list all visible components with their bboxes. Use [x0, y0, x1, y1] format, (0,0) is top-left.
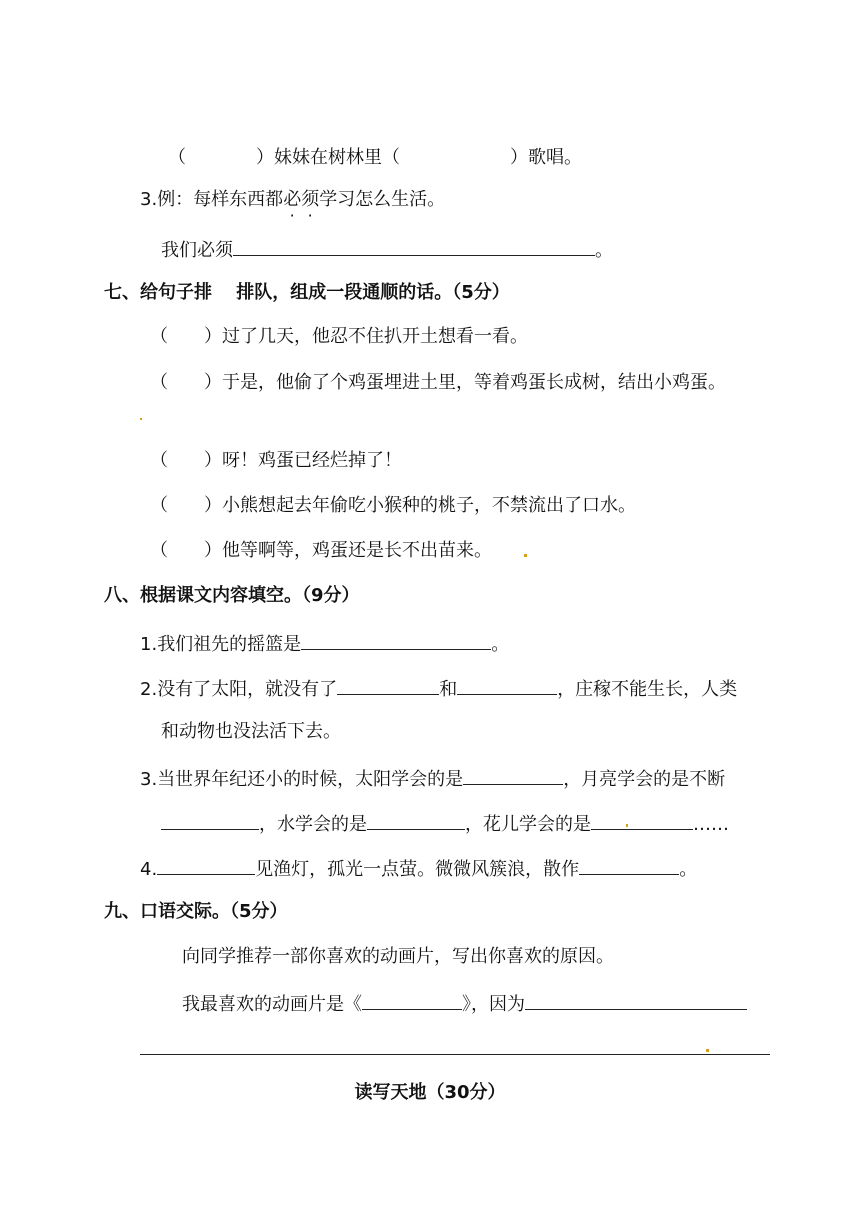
ellipsis: …… [693, 814, 729, 835]
sentence-item [150, 370, 726, 396]
question-3 [140, 764, 725, 793]
question-text: ，水学会的是 [259, 814, 367, 835]
sentence-text: 呀！鸡蛋已经烂掉了！ [222, 450, 402, 471]
sister-text: ）妹妹在树林里（ [256, 147, 400, 168]
cartoon-name-blank[interactable] [362, 989, 462, 1010]
paren-open: （ [168, 147, 186, 168]
blank[interactable] [233, 235, 595, 256]
answer-end: 。 [595, 240, 613, 261]
sentence-item [150, 448, 402, 474]
order-paren[interactable]: （ ） [150, 372, 222, 393]
question-text: 我们祖先的摇篮是 [157, 634, 302, 655]
blank[interactable] [579, 854, 679, 875]
question-4 [140, 854, 697, 883]
blank[interactable] [400, 143, 510, 163]
question-2-continued: 和动物也没法活下去。 [161, 721, 341, 742]
dotted-char: 必 [283, 189, 302, 210]
answer-text: 》，因为 [462, 994, 525, 1015]
print-speck [524, 554, 527, 557]
blank[interactable] [157, 854, 255, 875]
question-text: 见渔灯，孤光一点萤。微微风簇浪，散作 [255, 859, 580, 880]
order-paren[interactable]: （ ） [150, 495, 222, 516]
example-label: 例： [157, 189, 194, 210]
example-text: 每样东西都 [193, 189, 284, 210]
fill-line-sister [168, 143, 582, 171]
sentence-item [150, 493, 636, 519]
question-text: 当世界年纪还小的时候，太阳学会的是 [157, 769, 464, 790]
blank[interactable] [186, 143, 256, 163]
read-write-title: 读写天地（30分） [354, 1082, 506, 1103]
dotted-char: 须 [301, 189, 320, 210]
blank[interactable] [463, 764, 563, 785]
question-text: ，庄稼不能生长，人类 [557, 679, 738, 700]
print-speck [626, 824, 628, 827]
print-speck [140, 418, 142, 420]
reason-blank-line[interactable] [140, 1034, 770, 1055]
blank[interactable] [367, 809, 465, 830]
question-text: ，花儿学会的是 [465, 814, 591, 835]
answer-start: 我们必须 [161, 240, 233, 261]
blank[interactable] [337, 674, 439, 695]
reason-blank[interactable] [525, 989, 747, 1010]
sing-text: ）歌唱。 [510, 147, 582, 168]
example-3 [140, 187, 445, 213]
question-text: ，月亮学会的是不断 [563, 769, 726, 790]
question-text: 没有了太阳，就没有了 [157, 679, 338, 700]
sentence-text: 于是，他偷了个鸡蛋埋进土里，等着鸡蛋长成树，结出小鸡蛋。 [222, 372, 726, 393]
order-paren[interactable]: （ ） [150, 450, 222, 471]
order-paren[interactable]: （ ） [150, 540, 222, 561]
question-number: 3. [140, 189, 158, 210]
question-2 [140, 674, 737, 703]
sentence-item [150, 324, 528, 350]
question-end: 。 [491, 634, 510, 655]
favorite-cartoon-line [182, 989, 747, 1018]
blank[interactable] [457, 674, 557, 695]
print-speck [706, 1049, 709, 1052]
order-paren[interactable]: （ ） [150, 326, 222, 347]
example-tail: 学习怎么生活。 [319, 189, 446, 210]
sentence-text: 过了几天，他忍不住扒开土想看一看。 [222, 326, 528, 347]
blank[interactable] [161, 809, 259, 830]
section-9-heading: 九、口语交际。（5分） [104, 901, 288, 922]
question-text: 和 [439, 679, 458, 700]
question-number: 2. [140, 679, 158, 700]
speaking-prompt: 向同学推荐一部你喜欢的动画片，写出你喜欢的原因。 [182, 946, 614, 967]
answer-line-3 [161, 235, 613, 264]
question-end: 。 [679, 859, 698, 880]
question-number: 1. [140, 634, 158, 655]
section-7-heading: 七、给句子排 排队，组成一段通顺的话。（5分） [104, 282, 510, 303]
answer-text: 我最喜欢的动画片是《 [182, 994, 362, 1015]
question-3-continued [161, 809, 729, 838]
sentence-text: 小熊想起去年偷吃小猴种的桃子，不禁流出了口水。 [222, 495, 636, 516]
blank[interactable] [591, 809, 693, 830]
section-8-heading: 八、根据课文内容填空。（9分） [104, 585, 360, 606]
sentence-text: 他等啊等，鸡蛋还是长不出苗来。 [222, 540, 492, 561]
sentence-item [150, 538, 492, 564]
question-number: 4. [140, 859, 158, 880]
blank[interactable] [301, 629, 491, 650]
question-number: 3. [140, 769, 158, 790]
question-1 [140, 629, 509, 658]
